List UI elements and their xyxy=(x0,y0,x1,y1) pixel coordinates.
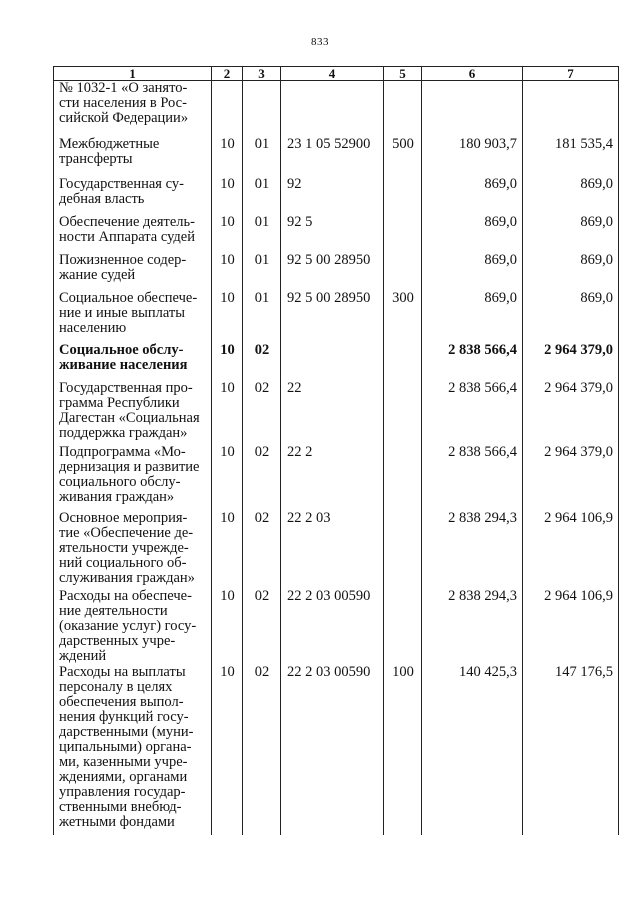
section-code: 10 xyxy=(220,443,235,460)
amount-year-2-cell xyxy=(523,445,619,511)
expense-type-code-cell xyxy=(384,81,422,137)
item-name-cell xyxy=(54,511,212,589)
item-name-cell xyxy=(54,343,212,381)
section-code-cell xyxy=(212,445,243,511)
target-article-code: 22 2 03 00590 xyxy=(287,663,371,680)
item-name-line: тие «Обеспечение де- xyxy=(59,524,194,541)
target-article-code-cell xyxy=(281,253,384,291)
item-name-line: ципальными) органа- xyxy=(59,738,192,755)
section-code: 10 xyxy=(220,663,235,680)
amount-year-1-cell xyxy=(422,215,523,253)
item-name-line: дарственных учре- xyxy=(59,632,176,649)
table-row xyxy=(54,177,619,215)
section-code: 10 xyxy=(220,289,235,306)
item-name-line: Социальное обслу- xyxy=(59,341,184,358)
item-name-line: № 1032-1 «О занято- xyxy=(59,80,188,96)
target-article-code-cell xyxy=(281,81,384,137)
amount-year-1: 869,0 xyxy=(484,289,517,306)
item-name-line: управления государ- xyxy=(59,783,186,800)
table-row xyxy=(54,381,619,445)
item-name-line: ждений xyxy=(59,647,107,664)
target-article-code-cell xyxy=(281,343,384,381)
item-name-cell xyxy=(54,589,212,665)
section-code-cell xyxy=(212,215,243,253)
item-name-line: Расходы на выплаты xyxy=(59,663,186,680)
subsection-code: 01 xyxy=(254,135,270,152)
item-name-line: социального обслу- xyxy=(59,473,181,490)
amount-year-1: 180 903,7 xyxy=(459,135,517,152)
section-code: 10 xyxy=(220,341,235,358)
target-article-code-cell xyxy=(281,665,384,835)
column-header: 2 xyxy=(212,67,243,81)
subsection-code-cell xyxy=(243,215,281,253)
column-header: 7 xyxy=(523,67,619,81)
item-name-line: Дагестан «Социальная xyxy=(59,409,200,426)
item-name-line: ние и иные выплаты xyxy=(59,304,186,321)
item-name-line: трансферты xyxy=(59,150,133,167)
subsection-code-cell xyxy=(243,343,281,381)
subsection-code-cell xyxy=(243,589,281,665)
section-code-cell xyxy=(212,253,243,291)
table-row xyxy=(54,137,619,177)
amount-year-1-cell xyxy=(422,665,523,835)
item-name-line: ние деятельности xyxy=(59,602,168,619)
item-name-line: сийской Федерации» xyxy=(59,110,189,126)
section-code: 10 xyxy=(220,587,235,604)
amount-year-2-cell xyxy=(523,665,619,835)
amount-year-2: 181 535,4 xyxy=(555,135,613,152)
item-name-cell xyxy=(54,381,212,445)
subsection-code-cell xyxy=(243,445,281,511)
item-name-line: сти населения в Рос- xyxy=(59,95,187,111)
expense-type-code-cell xyxy=(384,215,422,253)
item-name-line: Социальное обеспече- xyxy=(59,289,198,306)
amount-year-1-cell xyxy=(422,81,523,137)
item-name-line: Обеспечение деятель- xyxy=(59,213,195,230)
section-code-cell xyxy=(212,665,243,835)
section-code-cell xyxy=(212,81,243,137)
expense-type-code-cell xyxy=(384,511,422,589)
subsection-code-cell xyxy=(243,381,281,445)
item-name-line: ятельности учрежде- xyxy=(59,539,189,556)
section-code-cell xyxy=(212,511,243,589)
amount-year-2: 869,0 xyxy=(580,175,613,192)
subsection-code: 02 xyxy=(254,587,270,604)
expense-type-code-cell xyxy=(384,343,422,381)
item-name-cell xyxy=(54,445,212,511)
amount-year-1-cell xyxy=(422,343,523,381)
subsection-code-cell xyxy=(243,253,281,291)
target-article-code-cell xyxy=(281,137,384,177)
amount-year-2-cell xyxy=(523,381,619,445)
item-name-cell xyxy=(54,253,212,291)
subsection-code: 01 xyxy=(254,289,270,306)
section-code: 10 xyxy=(220,213,235,230)
amount-year-2: 2 964 379,0 xyxy=(544,379,613,396)
amount-year-2-cell xyxy=(523,343,619,381)
amount-year-2-cell xyxy=(523,253,619,291)
target-article-code: 92 5 00 28950 xyxy=(287,289,371,306)
target-article-code-cell xyxy=(281,445,384,511)
section-code: 10 xyxy=(220,135,235,152)
table-row xyxy=(54,253,619,291)
item-name-line: Основное мероприя- xyxy=(59,509,188,526)
section-code-cell xyxy=(212,291,243,343)
amount-year-2-cell xyxy=(523,137,619,177)
amount-year-1: 2 838 294,3 xyxy=(448,509,517,526)
expense-type-code-cell xyxy=(384,137,422,177)
target-article-code: 23 1 05 52900 xyxy=(287,135,371,152)
amount-year-1-cell xyxy=(422,445,523,511)
item-name-cell xyxy=(54,81,212,137)
item-name-line: ний социального об- xyxy=(59,554,187,571)
column-header: 1 xyxy=(54,67,212,81)
expense-type-code-cell xyxy=(384,177,422,215)
item-name-line: жетными фондами xyxy=(59,813,175,830)
item-name-line: Подпрограмма «Мо- xyxy=(59,443,186,460)
amount-year-2-cell xyxy=(523,291,619,343)
subsection-code: 02 xyxy=(254,509,270,526)
amount-year-1: 2 838 566,4 xyxy=(448,379,517,396)
column-header: 3 xyxy=(243,67,281,81)
expense-type-code-cell xyxy=(384,291,422,343)
item-name-line: живания граждан» xyxy=(59,488,175,505)
expense-type-code: 500 xyxy=(392,135,414,152)
amount-year-1-cell xyxy=(422,137,523,177)
column-header: 5 xyxy=(384,67,422,81)
page-number: 833 xyxy=(311,36,329,48)
table-body xyxy=(54,81,619,835)
expense-type-code-cell xyxy=(384,381,422,445)
amount-year-2: 869,0 xyxy=(580,289,613,306)
amount-year-1: 869,0 xyxy=(484,251,517,268)
section-code: 10 xyxy=(220,251,235,268)
item-name-line: ственными внебюд- xyxy=(59,798,182,815)
amount-year-1-cell xyxy=(422,381,523,445)
amount-year-2: 2 964 379,0 xyxy=(544,443,613,460)
section-code: 10 xyxy=(220,509,235,526)
target-article-code: 22 xyxy=(287,379,302,396)
expense-type-code-cell xyxy=(384,445,422,511)
amount-year-2: 2 964 106,9 xyxy=(544,587,613,604)
subsection-code-cell xyxy=(243,137,281,177)
section-code-cell xyxy=(212,343,243,381)
item-name-line: грамма Республики xyxy=(59,394,180,411)
item-name-cell xyxy=(54,215,212,253)
amount-year-1: 140 425,3 xyxy=(459,663,517,680)
amount-year-2-cell xyxy=(523,215,619,253)
item-name-line: жание судей xyxy=(59,266,136,283)
item-name-line: служивания граждан» xyxy=(59,569,195,586)
column-header: 4 xyxy=(281,67,384,81)
target-article-code-cell xyxy=(281,291,384,343)
amount-year-2-cell xyxy=(523,511,619,589)
table-row xyxy=(54,589,619,665)
table-row xyxy=(54,81,619,137)
amount-year-1: 869,0 xyxy=(484,175,517,192)
subsection-code: 02 xyxy=(254,341,270,358)
item-name-line: Государственная про- xyxy=(59,379,193,396)
item-name-line: ми, казенными учре- xyxy=(59,753,188,770)
target-article-code-cell xyxy=(281,511,384,589)
subsection-code-cell xyxy=(243,81,281,137)
budget-table xyxy=(53,66,619,835)
amount-year-1: 2 838 294,3 xyxy=(448,587,517,604)
expense-type-code-cell xyxy=(384,665,422,835)
item-name-line: дарственными (муни- xyxy=(59,723,194,740)
target-article-code-cell xyxy=(281,589,384,665)
target-article-code: 22 2 03 xyxy=(287,509,331,526)
expense-type-code-cell xyxy=(384,589,422,665)
amount-year-2: 2 964 106,9 xyxy=(544,509,613,526)
target-article-code: 22 2 03 00590 xyxy=(287,587,371,604)
item-name-line: Расходы на обеспече- xyxy=(59,587,192,604)
expense-type-code-cell xyxy=(384,253,422,291)
amount-year-2: 869,0 xyxy=(580,251,613,268)
target-article-code: 92 5 xyxy=(287,213,313,230)
amount-year-1-cell xyxy=(422,511,523,589)
amount-year-2: 2 964 379,0 xyxy=(544,341,613,358)
target-article-code-cell xyxy=(281,215,384,253)
target-article-code-cell xyxy=(281,381,384,445)
amount-year-2: 147 176,5 xyxy=(555,663,613,680)
section-code-cell xyxy=(212,137,243,177)
target-article-code: 92 5 00 28950 xyxy=(287,251,371,268)
amount-year-1-cell xyxy=(422,291,523,343)
section-code-cell xyxy=(212,381,243,445)
item-name-line: живание населения xyxy=(59,356,188,373)
amount-year-2: 869,0 xyxy=(580,213,613,230)
item-name-line: Государственная су- xyxy=(59,175,184,192)
subsection-code: 02 xyxy=(254,379,270,396)
item-name-cell xyxy=(54,177,212,215)
column-header: 6 xyxy=(422,67,523,81)
target-article-code: 92 xyxy=(287,175,302,192)
item-name-line: (оказание услуг) госу- xyxy=(59,617,197,634)
target-article-code: 22 2 xyxy=(287,443,313,460)
section-code-cell xyxy=(212,589,243,665)
table-row xyxy=(54,445,619,511)
amount-year-1: 869,0 xyxy=(484,213,517,230)
item-name-line: поддержка граждан» xyxy=(59,424,188,441)
subsection-code: 01 xyxy=(254,175,270,192)
item-name-line: дернизация и развитие xyxy=(59,458,200,475)
amount-year-1-cell xyxy=(422,589,523,665)
item-name-line: Межбюджетные xyxy=(59,135,160,152)
subsection-code-cell xyxy=(243,511,281,589)
subsection-code-cell xyxy=(243,665,281,835)
table-row xyxy=(54,343,619,381)
amount-year-1-cell xyxy=(422,177,523,215)
item-name-cell xyxy=(54,137,212,177)
section-code: 10 xyxy=(220,379,235,396)
expense-type-code: 300 xyxy=(392,289,414,306)
item-name-line: ности Аппарата судей xyxy=(59,228,195,245)
section-code: 10 xyxy=(220,175,235,192)
section-code-cell xyxy=(212,177,243,215)
amount-year-2-cell xyxy=(523,177,619,215)
header-row xyxy=(54,67,619,81)
amount-year-2-cell xyxy=(523,589,619,665)
item-name-line: обеспечения выпол- xyxy=(59,693,184,710)
target-article-code-cell xyxy=(281,177,384,215)
subsection-code-cell xyxy=(243,177,281,215)
table-header xyxy=(54,67,619,81)
amount-year-1-cell xyxy=(422,253,523,291)
table-row xyxy=(54,511,619,589)
amount-year-2-cell xyxy=(523,81,619,137)
item-name-line: ждениями, органами xyxy=(59,768,188,785)
subsection-code: 01 xyxy=(254,213,270,230)
item-name-cell xyxy=(54,291,212,343)
item-name-line: населению xyxy=(59,319,127,336)
subsection-code: 01 xyxy=(254,251,270,268)
table-row xyxy=(54,215,619,253)
item-name-line: дебная власть xyxy=(59,190,145,207)
amount-year-1: 2 838 566,4 xyxy=(448,341,517,358)
subsection-code-cell xyxy=(243,291,281,343)
item-name-cell xyxy=(54,665,212,835)
item-name-line: Пожизненное содер- xyxy=(59,251,187,268)
subsection-code: 02 xyxy=(254,663,270,680)
item-name-line: нения функций госу- xyxy=(59,708,189,725)
table-row xyxy=(54,665,619,835)
table-row xyxy=(54,291,619,343)
subsection-code: 02 xyxy=(254,443,270,460)
item-name-line: персоналу в целях xyxy=(59,678,173,695)
expense-type-code: 100 xyxy=(392,663,414,680)
amount-year-1: 2 838 566,4 xyxy=(448,443,517,460)
